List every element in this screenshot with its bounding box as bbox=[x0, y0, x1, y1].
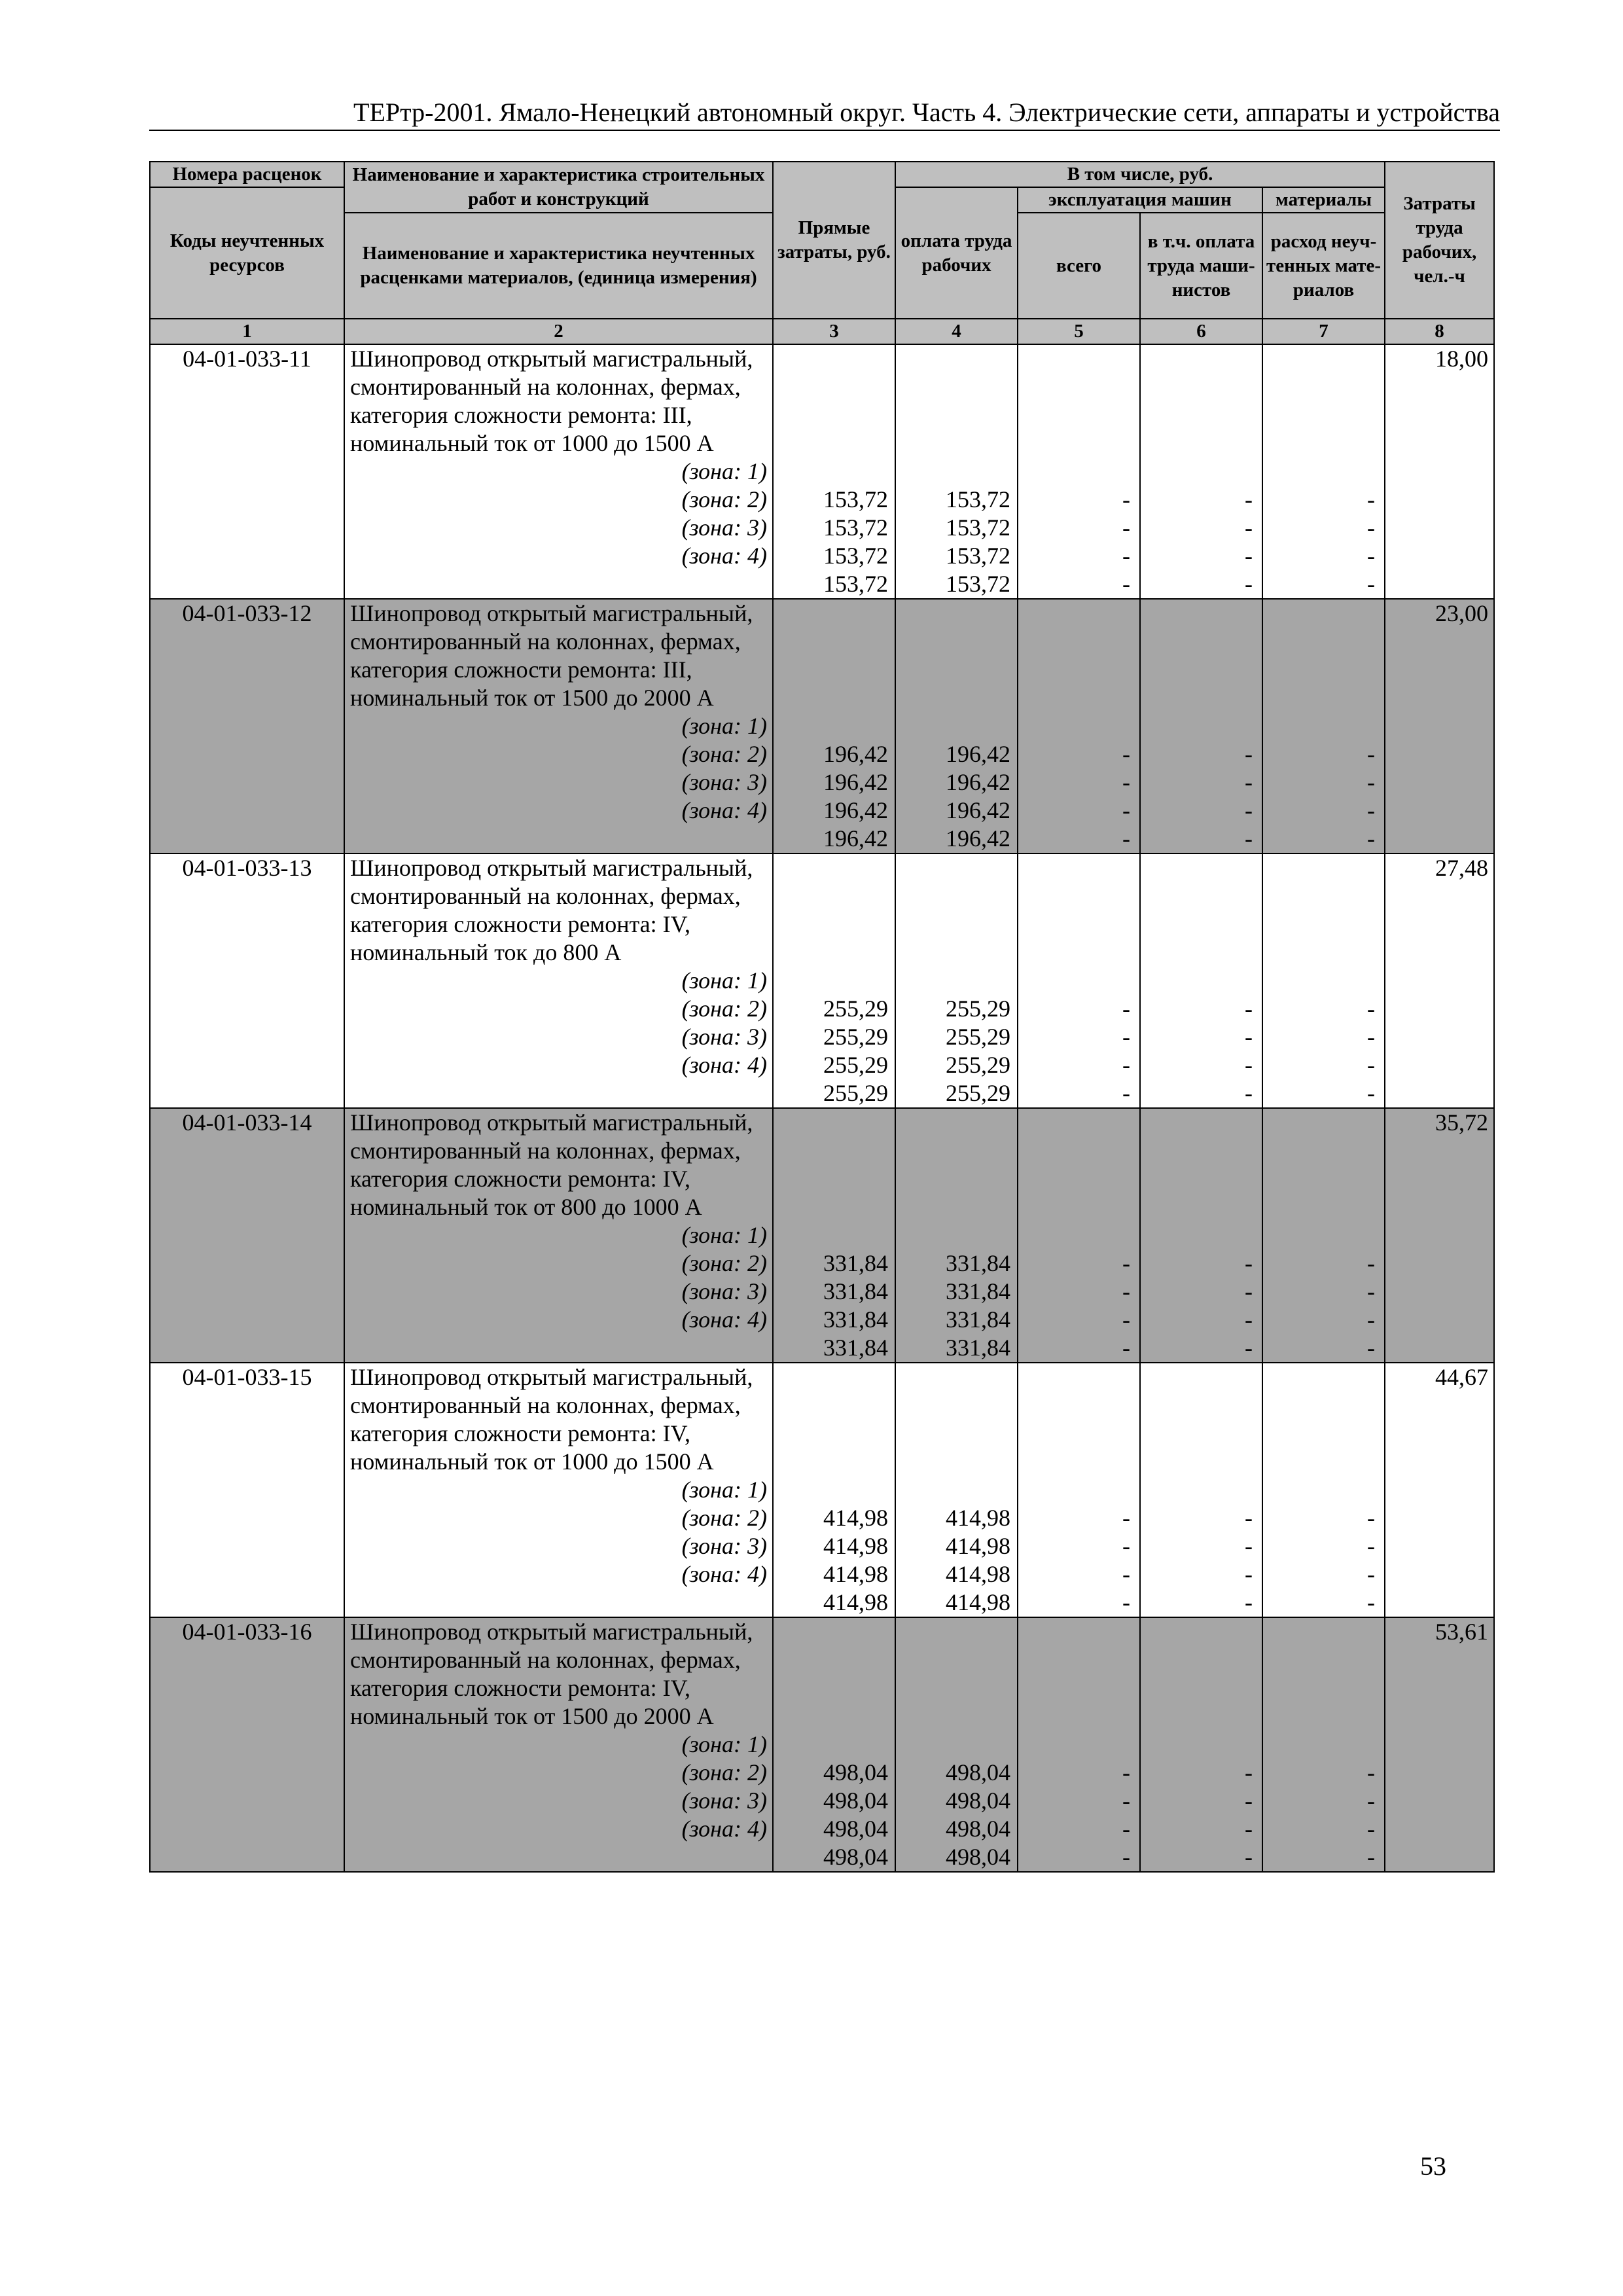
worker-pay-value: 414,98 bbox=[946, 1561, 1010, 1587]
zone-label: (зона: 2) bbox=[681, 996, 767, 1022]
direct-costs bbox=[773, 344, 895, 599]
zone-label: (зона: 1) bbox=[681, 458, 767, 484]
zone-label: (зона: 2) bbox=[681, 486, 767, 512]
materials-value: - bbox=[1367, 825, 1376, 852]
header-in-total: В том числе, руб. bbox=[895, 162, 1385, 187]
direct-cost-value: 196,42 bbox=[823, 769, 888, 795]
direct-cost-value: 153,72 bbox=[823, 514, 888, 541]
machinist-pay bbox=[1140, 599, 1262, 853]
direct-cost-value: 153,72 bbox=[823, 486, 888, 512]
worker-pay-value: 414,98 bbox=[946, 1589, 1010, 1615]
worker-pay-value: 255,29 bbox=[946, 1024, 1010, 1050]
materials-value: - bbox=[1367, 1787, 1376, 1814]
materials-value: - bbox=[1367, 1561, 1376, 1587]
spacer bbox=[774, 854, 895, 995]
zone-label: (зона: 3) bbox=[681, 1533, 767, 1559]
rate-description: Шинопровод открытый магистральный, смонтированный на колоннах, фермах, категория сложности ремонта: IV, номинальный ток от 1000 до 1500 А bbox=[350, 1364, 753, 1475]
labor-costs: 27,48 bbox=[1385, 853, 1494, 1108]
rate-code: 04-01-033-13 bbox=[150, 853, 344, 1108]
materials-value: - bbox=[1367, 1024, 1376, 1050]
rate-description-cell bbox=[344, 853, 773, 1108]
worker-pay bbox=[895, 1108, 1018, 1363]
materials-value: - bbox=[1367, 1306, 1376, 1333]
spacer bbox=[1018, 345, 1139, 486]
machinist-pay-value: - bbox=[1245, 769, 1253, 795]
machine-total bbox=[1018, 1363, 1140, 1617]
spacer bbox=[1263, 1363, 1384, 1504]
spacer bbox=[1263, 854, 1384, 995]
column-number: 6 bbox=[1140, 319, 1262, 344]
machine-total-value: - bbox=[1122, 1505, 1130, 1531]
spacer bbox=[896, 1618, 1017, 1759]
direct-cost-value: 414,98 bbox=[823, 1533, 888, 1559]
worker-pay bbox=[895, 1617, 1018, 1872]
zone-label: (зона: 2) bbox=[681, 1505, 767, 1531]
zone-labels bbox=[350, 1476, 767, 1588]
machinist-pay-value: - bbox=[1245, 514, 1253, 541]
labor-costs: 23,00 bbox=[1385, 599, 1494, 853]
direct-cost-value: 498,04 bbox=[823, 1816, 888, 1842]
spacer bbox=[896, 1363, 1017, 1504]
spacer bbox=[1141, 1109, 1262, 1249]
materials-value: - bbox=[1367, 1759, 1376, 1785]
rate-description-cell bbox=[344, 1108, 773, 1363]
machine-total-value: - bbox=[1122, 1052, 1130, 1078]
column-numbers-row bbox=[150, 319, 1494, 344]
unaccounted-materials bbox=[1262, 1617, 1385, 1872]
zone-labels bbox=[350, 712, 767, 825]
machinist-pay bbox=[1140, 1363, 1262, 1617]
header-resource-codes: Коды неучтенных ресурсов bbox=[150, 187, 344, 319]
zone-label: (зона: 4) bbox=[681, 543, 767, 569]
worker-pay-value: 498,04 bbox=[946, 1816, 1010, 1842]
spacer bbox=[774, 600, 895, 740]
machine-total-value: - bbox=[1122, 571, 1130, 597]
direct-cost-value: 153,72 bbox=[823, 543, 888, 569]
machine-total-value: - bbox=[1122, 486, 1130, 512]
machine-total-value: - bbox=[1122, 1024, 1130, 1050]
direct-costs bbox=[773, 1108, 895, 1363]
spacer bbox=[1141, 600, 1262, 740]
materials-value: - bbox=[1367, 1278, 1376, 1304]
worker-pay-value: 255,29 bbox=[946, 996, 1010, 1022]
direct-costs bbox=[773, 1363, 895, 1617]
table-row bbox=[150, 1617, 1494, 1872]
rate-description: Шинопровод открытый магистральный, смонтированный на колоннах, фермах, категория сложности ремонта: IV, номинальный ток от 800 до 1000 А bbox=[350, 1109, 753, 1220]
machinist-pay-value: - bbox=[1245, 1024, 1253, 1050]
zone-label: (зона: 4) bbox=[681, 1561, 767, 1587]
zone-label: (зона: 3) bbox=[681, 514, 767, 541]
machine-total-value: - bbox=[1122, 797, 1130, 823]
machinist-pay-value: - bbox=[1245, 1759, 1253, 1785]
spacer bbox=[1018, 1109, 1139, 1249]
machinist-pay-value: - bbox=[1245, 571, 1253, 597]
machinist-pay-value: - bbox=[1245, 1787, 1253, 1814]
machinist-pay-value: - bbox=[1245, 1080, 1253, 1106]
machinist-pay-value: - bbox=[1245, 1335, 1253, 1361]
machine-total-value: - bbox=[1122, 1250, 1130, 1276]
zone-label: (зона: 3) bbox=[681, 1787, 767, 1814]
machinist-pay-value: - bbox=[1245, 1052, 1253, 1078]
direct-cost-value: 255,29 bbox=[823, 996, 888, 1022]
direct-cost-value: 331,84 bbox=[823, 1250, 888, 1276]
materials-value: - bbox=[1367, 1250, 1376, 1276]
running-header: ТЕРтр-2001. Ямало-Ненецкий автономный округ. Часть 4. Электрические сети, аппараты и устройства bbox=[149, 97, 1500, 131]
machinist-pay-value: - bbox=[1245, 1844, 1253, 1870]
table-row bbox=[150, 1363, 1494, 1617]
worker-pay-value: 153,72 bbox=[946, 514, 1010, 541]
spacer bbox=[1141, 345, 1262, 486]
worker-pay-value: 414,98 bbox=[946, 1505, 1010, 1531]
worker-pay bbox=[895, 853, 1018, 1108]
materials-value: - bbox=[1367, 1844, 1376, 1870]
labor-costs: 53,61 bbox=[1385, 1617, 1494, 1872]
machinist-pay-value: - bbox=[1245, 1816, 1253, 1842]
zone-label: (зона: 2) bbox=[681, 1759, 767, 1785]
materials-value: - bbox=[1367, 514, 1376, 541]
direct-cost-value: 153,72 bbox=[823, 571, 888, 597]
direct-cost-value: 255,29 bbox=[823, 1052, 888, 1078]
materials-value: - bbox=[1367, 543, 1376, 569]
zone-labels bbox=[350, 1731, 767, 1843]
zone-label: (зона: 1) bbox=[681, 1477, 767, 1503]
worker-pay bbox=[895, 1363, 1018, 1617]
machinist-pay bbox=[1140, 853, 1262, 1108]
machinist-pay bbox=[1140, 1108, 1262, 1363]
machine-total-value: - bbox=[1122, 1816, 1130, 1842]
machine-total-value: - bbox=[1122, 1844, 1130, 1870]
zone-label: (зона: 4) bbox=[681, 1306, 767, 1333]
spacer bbox=[774, 1109, 895, 1249]
spacer bbox=[1263, 600, 1384, 740]
zone-label: (зона: 3) bbox=[681, 1278, 767, 1304]
direct-cost-value: 414,98 bbox=[823, 1561, 888, 1587]
spacer bbox=[1018, 600, 1139, 740]
zone-label: (зона: 2) bbox=[681, 741, 767, 767]
column-number: 7 bbox=[1262, 319, 1385, 344]
machine-total-value: - bbox=[1122, 1759, 1130, 1785]
direct-cost-value: 255,29 bbox=[823, 1080, 888, 1106]
materials-value: - bbox=[1367, 996, 1376, 1022]
zone-label: (зона: 4) bbox=[681, 1052, 767, 1078]
spacer bbox=[1018, 1363, 1139, 1504]
column-number: 8 bbox=[1385, 319, 1494, 344]
worker-pay-value: 196,42 bbox=[946, 825, 1010, 852]
spacer bbox=[896, 1109, 1017, 1249]
worker-pay-value: 498,04 bbox=[946, 1759, 1010, 1785]
machinist-pay-value: - bbox=[1245, 1505, 1253, 1531]
machine-total-value: - bbox=[1122, 1533, 1130, 1559]
worker-pay-value: 196,42 bbox=[946, 769, 1010, 795]
materials-value: - bbox=[1367, 1052, 1376, 1078]
direct-cost-value: 331,84 bbox=[823, 1278, 888, 1304]
direct-cost-value: 414,98 bbox=[823, 1505, 888, 1531]
direct-cost-value: 498,04 bbox=[823, 1844, 888, 1870]
spacer bbox=[774, 345, 895, 486]
worker-pay-value: 153,72 bbox=[946, 571, 1010, 597]
machine-total-value: - bbox=[1122, 543, 1130, 569]
direct-costs bbox=[773, 853, 895, 1108]
machine-total-value: - bbox=[1122, 1589, 1130, 1615]
unaccounted-materials bbox=[1262, 1108, 1385, 1363]
rate-code: 04-01-033-16 bbox=[150, 1617, 344, 1872]
rate-code: 04-01-033-15 bbox=[150, 1363, 344, 1617]
spacer bbox=[1018, 854, 1139, 995]
page-number: 53 bbox=[1420, 2151, 1446, 2181]
spacer bbox=[896, 600, 1017, 740]
rate-code: 04-01-033-14 bbox=[150, 1108, 344, 1363]
zone-label: (зона: 1) bbox=[681, 967, 767, 994]
spacer bbox=[1141, 1363, 1262, 1504]
materials-value: - bbox=[1367, 741, 1376, 767]
machine-total-value: - bbox=[1122, 1306, 1130, 1333]
direct-cost-value: 498,04 bbox=[823, 1787, 888, 1814]
column-number: 3 bbox=[773, 319, 895, 344]
rate-description: Шинопровод открытый магистральный, смонтированный на колоннах, фермах, категория сложности ремонта: III, номинальный ток от 1000 до 1500 А bbox=[350, 346, 753, 456]
materials-value: - bbox=[1367, 1816, 1376, 1842]
zone-label: (зона: 3) bbox=[681, 1024, 767, 1050]
table-row bbox=[150, 599, 1494, 853]
header-rate-numbers: Номера расценок bbox=[150, 162, 344, 187]
machine-total bbox=[1018, 599, 1140, 853]
zone-label: (зона: 1) bbox=[681, 713, 767, 739]
machine-total bbox=[1018, 1108, 1140, 1363]
column-number: 5 bbox=[1018, 319, 1140, 344]
worker-pay-value: 196,42 bbox=[946, 797, 1010, 823]
zone-labels bbox=[350, 457, 767, 570]
header-machinist-pay: в т.ч. оплата труда маши-нистов bbox=[1140, 213, 1262, 319]
spacer bbox=[1141, 854, 1262, 995]
spacer bbox=[1263, 1109, 1384, 1249]
materials-value: - bbox=[1367, 486, 1376, 512]
direct-cost-value: 196,42 bbox=[823, 741, 888, 767]
machine-total-value: - bbox=[1122, 1561, 1130, 1587]
worker-pay-value: 498,04 bbox=[946, 1844, 1010, 1870]
header-material-name: Наименование и характеристика неучтенных расценками материалов, (единица измерения) bbox=[344, 213, 773, 319]
zone-label: (зона: 1) bbox=[681, 1222, 767, 1248]
worker-pay-value: 196,42 bbox=[946, 741, 1010, 767]
machine-total-value: - bbox=[1122, 514, 1130, 541]
materials-value: - bbox=[1367, 1505, 1376, 1531]
machine-total-value: - bbox=[1122, 1335, 1130, 1361]
worker-pay bbox=[895, 599, 1018, 853]
machinist-pay-value: - bbox=[1245, 797, 1253, 823]
zone-labels bbox=[350, 967, 767, 1079]
worker-pay-value: 331,84 bbox=[946, 1306, 1010, 1333]
spacer bbox=[1263, 345, 1384, 486]
machinist-pay-value: - bbox=[1245, 1250, 1253, 1276]
machinist-pay-value: - bbox=[1245, 1306, 1253, 1333]
worker-pay-value: 153,72 bbox=[946, 486, 1010, 512]
spacer bbox=[896, 345, 1017, 486]
materials-value: - bbox=[1367, 1335, 1376, 1361]
table-body bbox=[150, 344, 1494, 1872]
machinist-pay bbox=[1140, 1617, 1262, 1872]
zone-label: (зона: 2) bbox=[681, 1250, 767, 1276]
labor-costs: 44,67 bbox=[1385, 1363, 1494, 1617]
unaccounted-materials bbox=[1262, 1363, 1385, 1617]
worker-pay-value: 331,84 bbox=[946, 1278, 1010, 1304]
column-number: 4 bbox=[895, 319, 1018, 344]
direct-costs bbox=[773, 599, 895, 853]
table-row bbox=[150, 344, 1494, 599]
worker-pay-value: 255,29 bbox=[946, 1052, 1010, 1078]
worker-pay-value: 414,98 bbox=[946, 1533, 1010, 1559]
table-header bbox=[150, 162, 1494, 344]
direct-cost-value: 331,84 bbox=[823, 1306, 888, 1333]
machinist-pay-value: - bbox=[1245, 741, 1253, 767]
table-row bbox=[150, 853, 1494, 1108]
machine-total-value: - bbox=[1122, 1787, 1130, 1814]
rate-description: Шинопровод открытый магистральный, смонтированный на колоннах, фермах, категория сложности ремонта: III, номинальный ток от 1500 до 2000 А bbox=[350, 600, 753, 711]
worker-pay-value: 331,84 bbox=[946, 1250, 1010, 1276]
machinist-pay bbox=[1140, 344, 1262, 599]
machine-total bbox=[1018, 1617, 1140, 1872]
rate-description: Шинопровод открытый магистральный, смонтированный на колоннах, фермах, категория сложности ремонта: IV, номинальный ток до 800 А bbox=[350, 855, 753, 965]
spacer bbox=[1018, 1618, 1139, 1759]
direct-cost-value: 196,42 bbox=[823, 797, 888, 823]
machine-total bbox=[1018, 853, 1140, 1108]
rate-code: 04-01-033-12 bbox=[150, 599, 344, 853]
header-machine-operation: эксплуатация машин bbox=[1018, 187, 1262, 213]
direct-cost-value: 331,84 bbox=[823, 1335, 888, 1361]
header-unaccounted-materials: расход неуч-тенных мате-риалов bbox=[1262, 213, 1385, 319]
table-row bbox=[150, 1108, 1494, 1363]
worker-pay-value: 255,29 bbox=[946, 1080, 1010, 1106]
zone-label: (зона: 1) bbox=[681, 1731, 767, 1757]
header-work-name: Наименование и характеристика строительных работ и конструкций bbox=[344, 162, 773, 213]
machinist-pay-value: - bbox=[1245, 486, 1253, 512]
direct-cost-value: 498,04 bbox=[823, 1759, 888, 1785]
machine-total-value: - bbox=[1122, 825, 1130, 852]
worker-pay-value: 331,84 bbox=[946, 1335, 1010, 1361]
header-materials: материалы bbox=[1262, 187, 1385, 213]
header-worker-pay: оплата труда рабочих bbox=[895, 187, 1018, 319]
worker-pay-value: 153,72 bbox=[946, 543, 1010, 569]
machinist-pay-value: - bbox=[1245, 1561, 1253, 1587]
materials-value: - bbox=[1367, 769, 1376, 795]
zone-labels bbox=[350, 1221, 767, 1334]
materials-value: - bbox=[1367, 1589, 1376, 1615]
machinist-pay-value: - bbox=[1245, 543, 1253, 569]
zone-label: (зона: 4) bbox=[681, 1816, 767, 1842]
spacer bbox=[1263, 1618, 1384, 1759]
direct-cost-value: 414,98 bbox=[823, 1589, 888, 1615]
column-number: 2 bbox=[344, 319, 773, 344]
materials-value: - bbox=[1367, 797, 1376, 823]
machinist-pay-value: - bbox=[1245, 825, 1253, 852]
unaccounted-materials bbox=[1262, 853, 1385, 1108]
unaccounted-materials bbox=[1262, 599, 1385, 853]
direct-cost-value: 255,29 bbox=[823, 1024, 888, 1050]
labor-costs: 35,72 bbox=[1385, 1108, 1494, 1363]
header-direct-costs: Прямые затраты, руб. bbox=[773, 162, 895, 319]
machine-total-value: - bbox=[1122, 769, 1130, 795]
machine-total-value: - bbox=[1122, 1278, 1130, 1304]
rate-description: Шинопровод открытый магистральный, смонтированный на колоннах, фермах, категория сложности ремонта: IV, номинальный ток от 1500 до 2000 А bbox=[350, 1619, 753, 1729]
header-labor-costs: Затраты труда рабочих, чел.-ч bbox=[1385, 162, 1494, 319]
machinist-pay-value: - bbox=[1245, 1533, 1253, 1559]
rates-table bbox=[149, 161, 1495, 1873]
direct-cost-value: 196,42 bbox=[823, 825, 888, 852]
materials-value: - bbox=[1367, 1080, 1376, 1106]
machinist-pay-value: - bbox=[1245, 996, 1253, 1022]
column-number: 1 bbox=[150, 319, 344, 344]
spacer bbox=[774, 1363, 895, 1504]
materials-value: - bbox=[1367, 571, 1376, 597]
labor-costs: 18,00 bbox=[1385, 344, 1494, 599]
spacer bbox=[896, 854, 1017, 995]
spacer bbox=[774, 1618, 895, 1759]
header-machine-total: всего bbox=[1018, 213, 1140, 319]
rate-description-cell bbox=[344, 1363, 773, 1617]
rate-description-cell bbox=[344, 1617, 773, 1872]
machine-total-value: - bbox=[1122, 1080, 1130, 1106]
rate-description-cell bbox=[344, 344, 773, 599]
worker-pay bbox=[895, 344, 1018, 599]
machine-total-value: - bbox=[1122, 741, 1130, 767]
machinist-pay-value: - bbox=[1245, 1278, 1253, 1304]
unaccounted-materials bbox=[1262, 344, 1385, 599]
zone-label: (зона: 3) bbox=[681, 769, 767, 795]
zone-label: (зона: 4) bbox=[681, 797, 767, 823]
rate-code: 04-01-033-11 bbox=[150, 344, 344, 599]
direct-costs bbox=[773, 1617, 895, 1872]
machine-total bbox=[1018, 344, 1140, 599]
machine-total-value: - bbox=[1122, 996, 1130, 1022]
rate-description-cell bbox=[344, 599, 773, 853]
spacer bbox=[1141, 1618, 1262, 1759]
worker-pay-value: 498,04 bbox=[946, 1787, 1010, 1814]
materials-value: - bbox=[1367, 1533, 1376, 1559]
machinist-pay-value: - bbox=[1245, 1589, 1253, 1615]
